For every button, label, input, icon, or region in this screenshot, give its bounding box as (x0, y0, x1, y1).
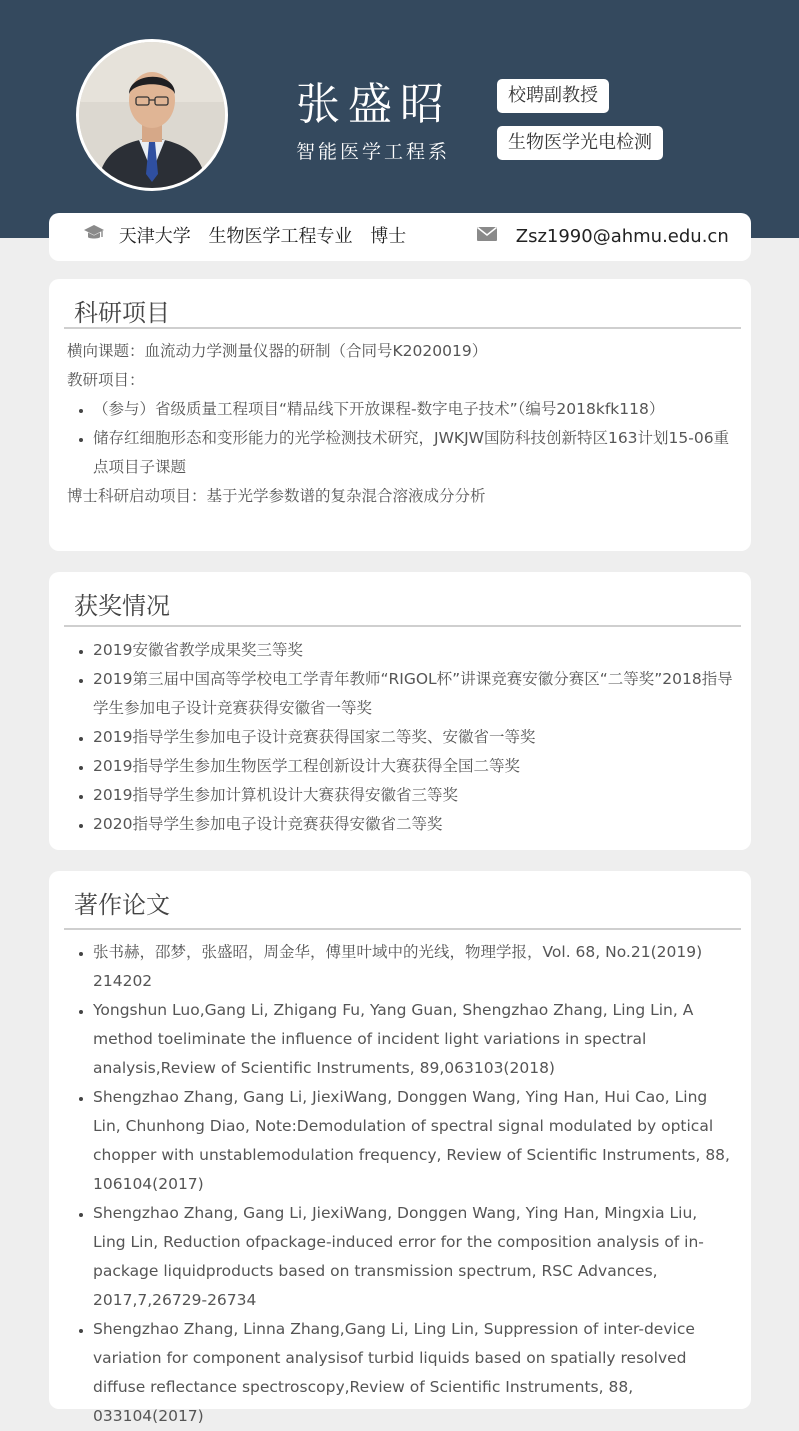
divider (64, 625, 741, 627)
research-section (49, 279, 751, 551)
degree: 博士 (370, 226, 407, 247)
awards-section (49, 572, 751, 850)
graduation-cap-icon (83, 213, 105, 261)
section-title: 科研项目 (74, 299, 170, 327)
email-info (476, 213, 729, 261)
research-line: 横向课题：血流动力学测量仪器的研制（合同号K2020019） (67, 342, 488, 360)
person-name: 张盛昭 (296, 79, 452, 130)
papers-content (67, 938, 733, 1431)
profile-header (0, 0, 799, 238)
list-item: • 2020指导学生参加电子设计竞赛获得安徽省二等奖 (93, 810, 733, 839)
research-line: 博士科研启动项目：基于光学参数谱的复杂混合溶液成分分析 (67, 487, 486, 505)
list-item: • 2019安徽省教学成果奖三等奖 (93, 636, 733, 665)
section-title: 著作论文 (74, 891, 170, 919)
research-list (67, 395, 733, 482)
list-item: • 储存红细胞形态和变形能力的光学检测技术研究，JWKJW国防科技创新特区163计划15-06重点项目子课题 (93, 424, 733, 482)
profile-photo-icon (79, 42, 225, 188)
field-badge: 生物医学光电检测 (497, 126, 663, 160)
list-item: • 2019指导学生参加计算机设计大赛获得安徽省三等奖 (93, 781, 733, 810)
envelope-icon (476, 213, 498, 261)
email-address[interactable]: Zsz1990@ahmu.edu.cn (515, 226, 729, 247)
list-item: • 2019第三届中国高等学校电工学青年教师“RIGOL杯”讲课竞赛安徽分赛区“二等奖”2018指导学生参加电子设计竞赛获得安徽省一等奖 (93, 665, 733, 723)
list-item: • Shengzhao Zhang, Linna Zhang,Gang Li, Ling Lin, Suppression of inter-device variation for component analysisof turbid liquids based on spatially resolved diffuse reflectance spectroscopy,Review of Scientific Instruments, 88, 033104(2017) (93, 1315, 733, 1431)
list-item: • 张书赫，邵梦，张盛昭，周金华，傅里叶域中的光线，物理学报，Vol. 68, No.21(2019) 214202 (93, 938, 733, 996)
education-info (83, 213, 406, 261)
research-content (67, 337, 733, 511)
list-item: • Shengzhao Zhang, Gang Li, JiexiWang, Donggen Wang, Ying Han, Hui Cao, Ling Lin, Chunhong Diao, Note:Demodulation of spectral signal modulated by optical chopper with unstablemodulation frequency, Review of Scientific Instruments, 88, 106104(2017) (93, 1083, 733, 1199)
department: 智能医学工程系 (296, 141, 451, 163)
divider (64, 928, 741, 930)
university: 天津大学 (118, 226, 191, 247)
section-title: 获奖情况 (74, 592, 170, 620)
list-item: • 2019指导学生参加电子设计竞赛获得国家二等奖、安徽省一等奖 (93, 723, 733, 752)
list-item: • 2019指导学生参加生物医学工程创新设计大赛获得全国二等奖 (93, 752, 733, 781)
list-item: • Yongshun Luo,Gang Li, Zhigang Fu, Yang Guan, Shengzhao Zhang, Ling Lin, A method toeliminate the influence of incident light variations in spectral analysis,Review of Scientific Instruments, 89,063103(2018) (93, 996, 733, 1083)
papers-section (49, 871, 751, 1425)
divider (64, 327, 741, 329)
awards-content (67, 636, 733, 839)
list-item: • （参与）省级质量工程项目“精品线下开放课程-数字电子技术”（编号2018kfk118） (93, 395, 733, 424)
title-badge: 校聘副教授 (497, 79, 609, 113)
contact-card (49, 213, 751, 261)
awards-list (67, 636, 733, 839)
research-line: 教研项目： (67, 371, 145, 389)
avatar (76, 39, 228, 191)
papers-list (67, 938, 733, 1431)
list-item: • Shengzhao Zhang, Gang Li, JiexiWang, Donggen Wang, Ying Han, Mingxia Liu, Ling Lin, Reduction ofpackage-induced error for the composition analysis of in-package liquidproducts based on transmission spectrum, RSC Advances, 2017,7,26729-26734 (93, 1199, 733, 1315)
major: 生物医学工程专业 (208, 226, 353, 247)
